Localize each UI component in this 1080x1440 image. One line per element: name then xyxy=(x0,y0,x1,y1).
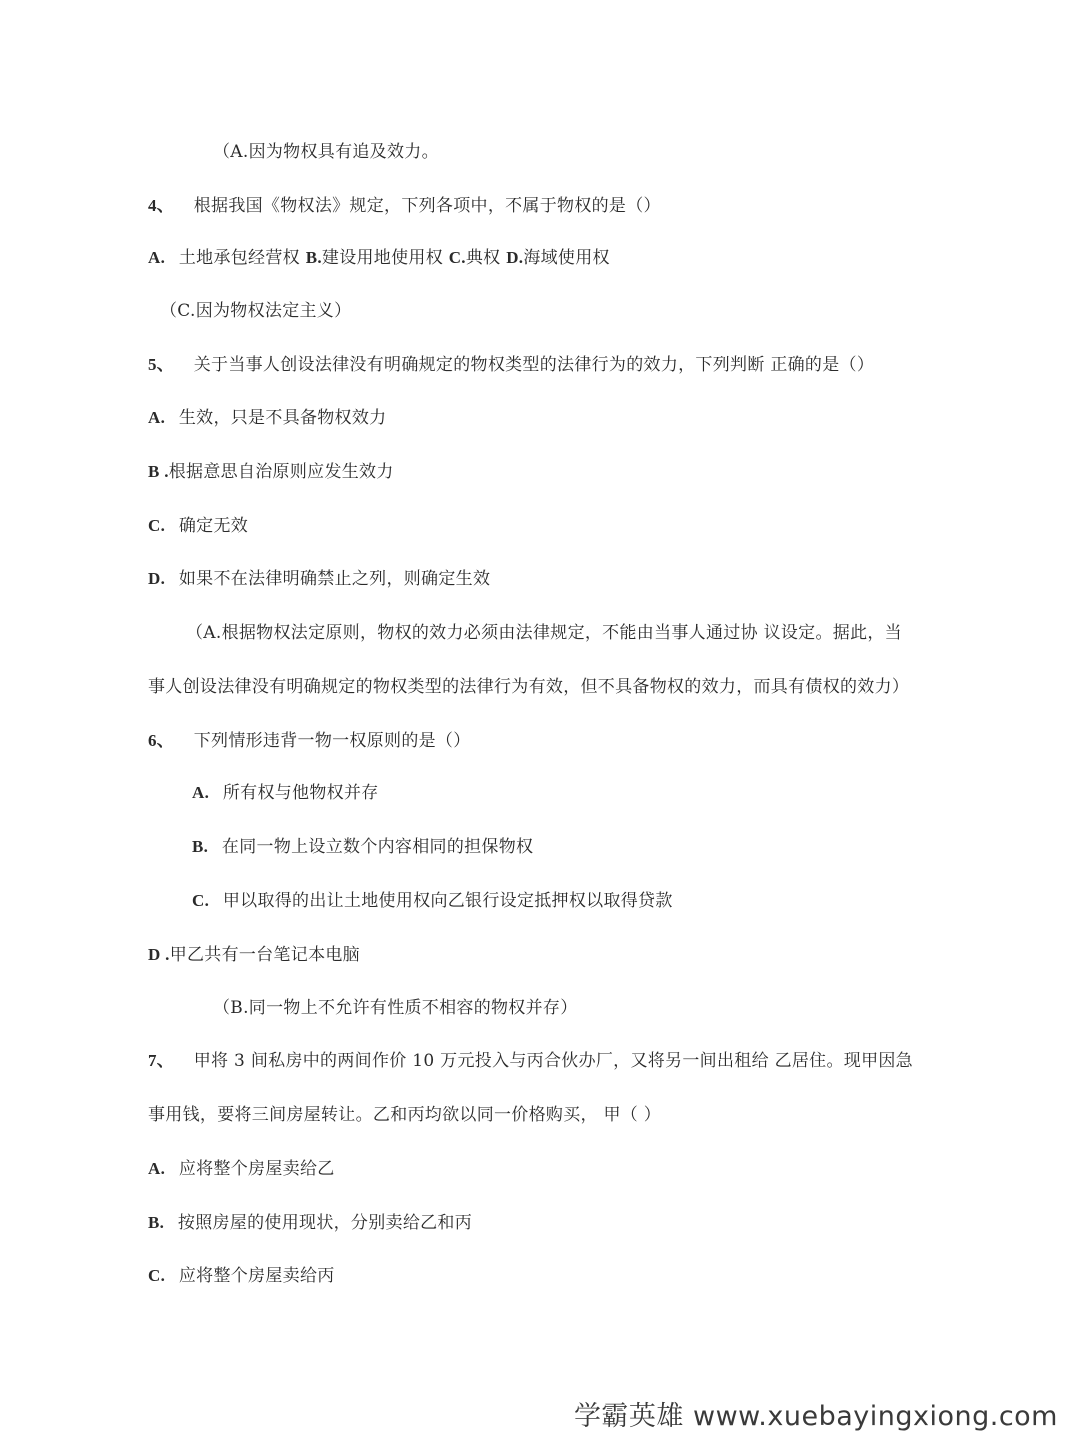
option-label: A. xyxy=(148,248,166,267)
option-label: D. xyxy=(148,569,166,588)
option-text: 在同一物上设立数个内容相同的担保物权 xyxy=(221,837,534,857)
question-number: 4、 xyxy=(148,196,175,215)
question-text: 根据我国《物权法》规定，下列各项中，不属于物权的是（） xyxy=(193,196,661,216)
option-text: 应将整个房屋卖给丙 xyxy=(178,1266,335,1286)
question-text: 关于当事人创设法律没有明确规定的物权类型的法律行为的效力，下列判断 正确的是（） xyxy=(193,355,875,375)
option-d xyxy=(148,567,490,591)
option-label: B. xyxy=(192,837,209,856)
option-label: D. xyxy=(506,248,524,267)
option-label: B. xyxy=(148,1213,165,1232)
option-b xyxy=(148,1211,472,1235)
question-text: 甲将 3 间私房中的两间作价 10 万元投入与丙合伙办厂，又将另一间出租给 乙居住。现甲因急 xyxy=(193,1051,913,1071)
option-text: 应将整个房屋卖给乙 xyxy=(178,1159,335,1179)
question-5 xyxy=(148,353,874,377)
option-label: A. xyxy=(148,408,166,427)
option-label: B. xyxy=(305,248,322,267)
option-a xyxy=(148,406,386,430)
option-text: 如果不在法律明确禁止之列，则确定生效 xyxy=(178,569,491,589)
option-text: 根据意思自治原则应发生效力 xyxy=(168,462,394,482)
answer-line-q5: （A.根据物权法定原则，物权的效力必须由法律规定，不能由当事人通过协 议设定。据此，当 xyxy=(186,623,902,643)
site-watermark: 学霸英雄 www.xuebayingxiong.com xyxy=(573,1401,1058,1432)
option-label: A. xyxy=(148,1159,166,1178)
option-c xyxy=(192,889,673,913)
option-text: 建设用地使用权 xyxy=(321,248,443,268)
option-text: 确定无效 xyxy=(178,516,249,536)
option-a xyxy=(148,1157,335,1181)
answer-line-q5-cont: 事人创设法律没有明确规定的物权类型的法律行为有效，但不具备物权的效力，而具有债权的效力） xyxy=(148,677,910,697)
option-label: C. xyxy=(148,1266,166,1285)
question-4 xyxy=(148,194,661,218)
answer-line-q3: （A.因为物权具有追及效力。 xyxy=(213,142,439,162)
option-label: C. xyxy=(192,891,210,910)
option-label: C. xyxy=(148,516,166,535)
option-text: 按照房屋的使用现状，分别卖给乙和丙 xyxy=(177,1213,473,1233)
option-c xyxy=(148,1264,335,1288)
option-c xyxy=(148,514,248,538)
option-text: 海域使用权 xyxy=(523,248,610,268)
question-number: 5、 xyxy=(148,355,175,374)
question-number: 7、 xyxy=(148,1051,175,1070)
option-text: 所有权与他物权并存 xyxy=(222,783,379,803)
option-label: C. xyxy=(448,248,466,267)
option-a xyxy=(192,781,379,805)
question-7 xyxy=(148,1049,913,1073)
question-number: 6、 xyxy=(148,731,175,750)
option-label: B . xyxy=(148,462,169,481)
option-text: 甲乙共有一台笔记本电脑 xyxy=(169,945,360,965)
question-4-options xyxy=(148,246,610,270)
answer-line-q6: （B.同一物上不允许有性质不相容的物权并存） xyxy=(213,998,578,1018)
question-text: 下列情形违背一物一权原则的是（） xyxy=(193,731,471,751)
option-text: 生效，只是不具备物权效力 xyxy=(178,408,387,428)
question-6 xyxy=(148,729,471,753)
option-b xyxy=(148,460,394,484)
option-text: 甲以取得的出让土地使用权向乙银行设定抵押权以取得贷款 xyxy=(222,891,673,911)
option-text: 土地承包经营权 xyxy=(178,248,300,268)
option-d xyxy=(148,943,360,967)
answer-line-q4: （C.因为物权法定主义） xyxy=(160,301,352,321)
option-label: A. xyxy=(192,783,210,802)
option-text: 典权 xyxy=(465,248,501,268)
option-label: D . xyxy=(148,945,170,964)
question-7-cont: 事用钱，要将三间房屋转让。乙和丙均欲以同一价格购买， 甲（ ） xyxy=(148,1105,662,1125)
option-b xyxy=(192,835,533,859)
